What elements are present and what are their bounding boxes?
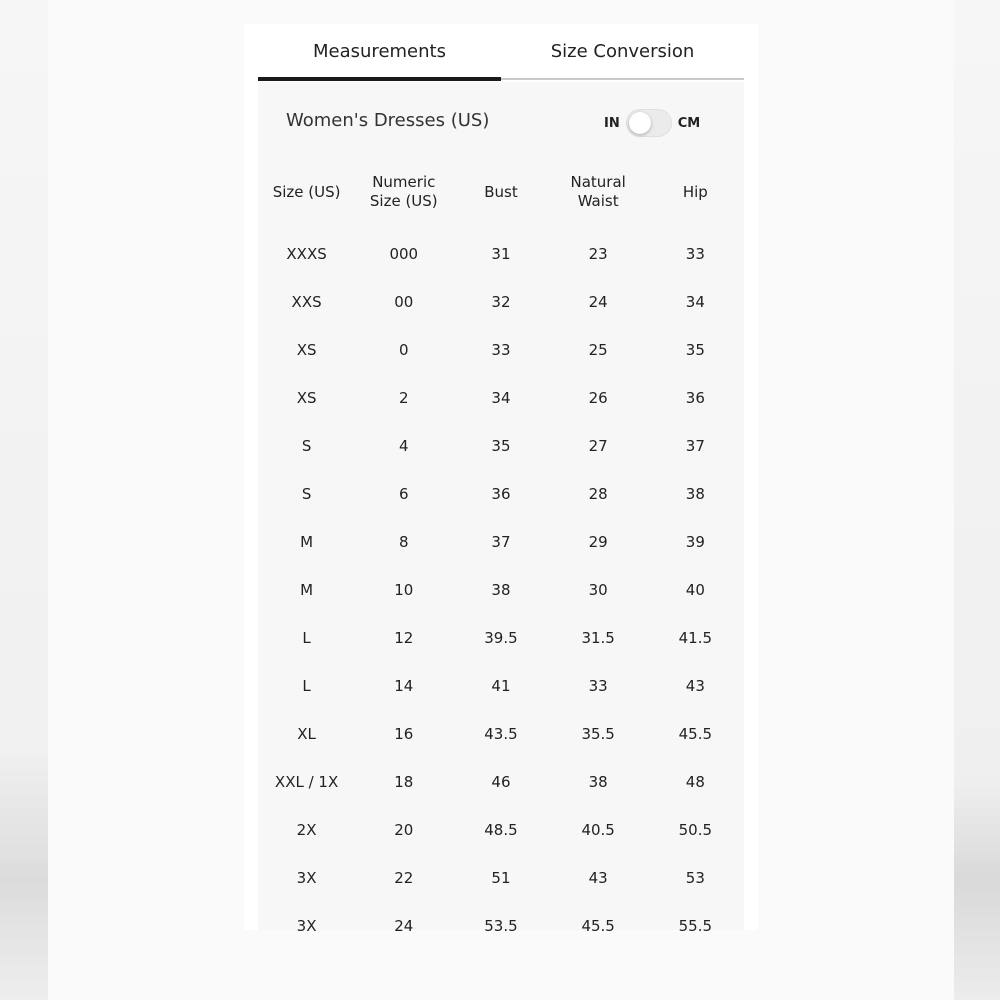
table-cell: 22: [394, 868, 414, 887]
table-cell: 55.5: [678, 916, 713, 935]
table-cell: 41.5: [678, 628, 713, 647]
table-cell: 27: [588, 436, 608, 455]
table-cell: 8: [399, 532, 409, 551]
table-cell: 39: [685, 532, 705, 551]
unit-toggle: [604, 108, 700, 138]
table-cell: 53: [685, 868, 705, 887]
table-cell: L: [302, 628, 311, 647]
table-cell: 32: [491, 292, 511, 311]
table-cell: XL: [297, 724, 316, 743]
table-cell: 12: [394, 628, 414, 647]
table-row: [258, 614, 744, 662]
unit-switch-knob: [629, 112, 651, 134]
table-row: [258, 470, 744, 518]
table-cell: 35: [491, 436, 511, 455]
column-header-line: Numeric: [372, 173, 436, 191]
table-cell: 38: [588, 772, 608, 791]
tab-bar: [258, 24, 744, 80]
tab-measurements-label: Measurements: [313, 40, 446, 62]
table-cell: 24: [394, 916, 414, 935]
table-cell: 33: [491, 340, 511, 359]
tab-size-conversion-label: Size Conversion: [550, 40, 695, 62]
measurements-panel: [258, 82, 744, 935]
table-cell: 2: [399, 388, 409, 407]
active-tab-indicator: [258, 77, 501, 81]
column-header-line: Bust: [484, 182, 518, 201]
column-header: [550, 173, 647, 211]
table-cell: 6: [399, 484, 409, 503]
table-row: [258, 230, 744, 278]
table-cell: 50.5: [678, 820, 713, 839]
table-cell: 45.5: [581, 916, 615, 935]
table-row: [258, 422, 744, 470]
table-cell: 34: [685, 292, 705, 311]
table-row: [258, 854, 744, 902]
table-cell: 26: [588, 388, 608, 407]
table-row: [258, 278, 744, 326]
table-row: [258, 326, 744, 374]
table-cell: 53.5: [484, 916, 518, 935]
column-header-line: Size (US): [369, 192, 438, 210]
table-cell: 3X: [296, 868, 317, 887]
unit-label-cm: CM: [677, 115, 701, 131]
size-chart-card: [244, 24, 758, 935]
table-cell: 23: [588, 244, 608, 263]
size-table: [258, 162, 744, 950]
table-cell: 30: [588, 580, 608, 599]
column-header-line: Size (US): [272, 182, 341, 201]
table-cell: 38: [491, 580, 511, 599]
table-cell: 28: [588, 484, 608, 503]
column-header-line: Waist: [577, 192, 619, 210]
category-title: Women's Dresses (US): [286, 110, 490, 131]
table-cell: 40: [685, 580, 705, 599]
table-cell: 36: [685, 388, 705, 407]
table-cell: 43: [685, 676, 705, 695]
table-cell: 36: [491, 484, 511, 503]
table-cell: 33: [685, 244, 705, 263]
table-cell: 33: [588, 676, 608, 695]
table-cell: S: [301, 436, 312, 455]
table-cell: 25: [588, 340, 608, 359]
table-cell: 43.5: [484, 724, 518, 743]
column-header: [355, 173, 452, 211]
table-cell: 35.5: [581, 724, 615, 743]
table-header-row: [258, 162, 744, 222]
column-header: [647, 183, 744, 202]
table-cell: 51: [491, 868, 511, 887]
table-cell: 18: [394, 772, 414, 791]
table-cell: 29: [588, 532, 608, 551]
table-cell: 14: [394, 676, 414, 695]
table-cell: XXL / 1X: [274, 772, 339, 791]
table-cell: 48.5: [484, 820, 518, 839]
table-row: [258, 566, 744, 614]
column-header-line: Hip: [682, 182, 708, 201]
table-cell: 31: [491, 244, 511, 263]
table-cell: XS: [296, 340, 317, 359]
table-cell: XXS: [291, 292, 322, 311]
table-cell: 38: [685, 484, 705, 503]
table-cell: S: [301, 484, 312, 503]
table-cell: 41: [491, 676, 511, 695]
unit-label-in: IN: [604, 115, 620, 131]
background-right: [954, 0, 1000, 1000]
table-cell: 00: [394, 292, 414, 311]
table-cell: 34: [491, 388, 511, 407]
table-cell: 4: [399, 436, 409, 455]
table-cell: M: [300, 532, 314, 551]
table-cell: 48: [685, 772, 705, 791]
column-header: [258, 183, 355, 202]
table-cell: 2X: [296, 820, 317, 839]
table-cell: 43: [588, 868, 608, 887]
table-cell: 16: [394, 724, 414, 743]
table-cell: 10: [394, 580, 414, 599]
table-row: [258, 902, 744, 950]
table-cell: 24: [588, 292, 608, 311]
tab-size-conversion[interactable]: [501, 24, 744, 78]
table-cell: 39.5: [484, 628, 518, 647]
table-row: [258, 758, 744, 806]
table-row: [258, 710, 744, 758]
table-cell: M: [300, 580, 314, 599]
table-cell: XXXS: [286, 244, 327, 263]
table-cell: 37: [491, 532, 511, 551]
table-row: [258, 806, 744, 854]
table-cell: 45.5: [678, 724, 713, 743]
table-cell: 000: [389, 244, 419, 263]
table-cell: 40.5: [581, 820, 615, 839]
table-cell: 0: [399, 340, 409, 359]
table-cell: 46: [491, 772, 511, 791]
table-row: [258, 662, 744, 710]
background-left: [0, 0, 48, 1000]
unit-switch[interactable]: [626, 109, 672, 137]
tab-measurements[interactable]: [258, 24, 501, 78]
table-cell: 37: [685, 436, 705, 455]
table-cell: 20: [394, 820, 414, 839]
table-cell: 31.5: [581, 628, 615, 647]
table-row: [258, 518, 744, 566]
table-cell: 35: [685, 340, 705, 359]
table-cell: L: [302, 676, 311, 695]
table-row: [258, 374, 744, 422]
table-cell: 3X: [296, 916, 317, 935]
column-header: [452, 183, 549, 202]
column-header-line: Natural: [570, 173, 626, 191]
table-cell: XS: [296, 388, 317, 407]
